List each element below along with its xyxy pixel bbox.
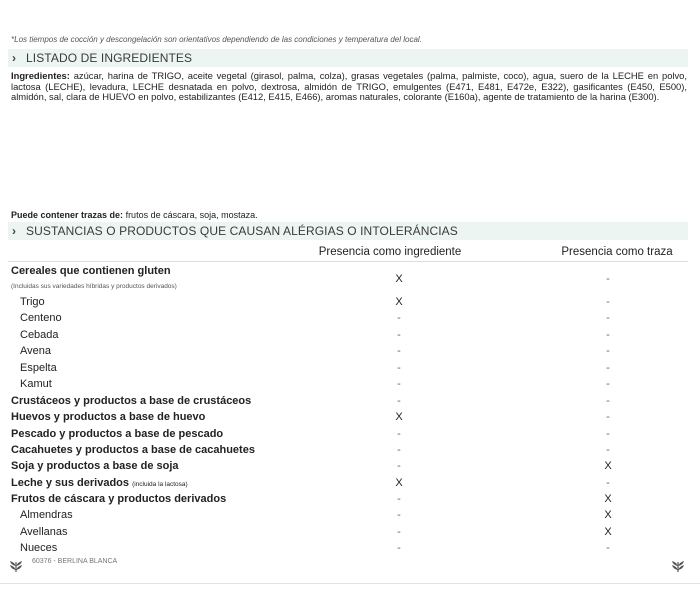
allergen-name: Avellanas bbox=[20, 526, 68, 538]
trace-presence: - bbox=[606, 428, 610, 440]
ingredient-presence: - bbox=[397, 509, 401, 521]
trace-presence: - bbox=[606, 542, 610, 554]
allergen-name: Nueces bbox=[20, 542, 58, 554]
ingredients-list: azúcar, harina de TRIGO, aceite vegetal (girasol, palma, colza), grasas vegetales (palma, palmiste, coco), agua, suero de la LECHE en polvo, lactosa (LECHE), levadura, LECHE desnatada en polvo, dextrosa, almidón de TRIGO, emulgentes (E471, E481, E472e, E322), gasificantes (E450, E500), almidón, sal, clara de HUEVO en polvo, estabilizantes (E412, E415, E466), aromas naturales, colorante (E160a), agente de tratamiento de la harina (E300). bbox=[11, 70, 687, 103]
column-header-trace: Presencia como traza bbox=[561, 246, 673, 258]
table-row bbox=[0, 295, 700, 311]
ingredients-section-title: LISTADO DE INGREDIENTES bbox=[26, 51, 193, 65]
allergen-label bbox=[20, 312, 62, 324]
trace-presence: X bbox=[604, 509, 612, 521]
ingredient-presence: X bbox=[395, 273, 403, 285]
allergen-name: Cebada bbox=[20, 329, 59, 341]
ingredient-presence: - bbox=[397, 542, 401, 554]
table-row bbox=[0, 443, 700, 459]
allergen-label bbox=[11, 460, 179, 472]
ingredients-section-header bbox=[8, 49, 688, 67]
table-row bbox=[0, 476, 700, 492]
allergen-name: Cereales que contienen gluten bbox=[11, 265, 171, 277]
table-row bbox=[0, 328, 700, 344]
allergen-table-header bbox=[0, 244, 700, 262]
ingredients-label: Ingredientes: bbox=[11, 70, 70, 81]
table-row bbox=[0, 525, 700, 541]
ingredient-presence: X bbox=[395, 411, 403, 423]
table-row bbox=[0, 361, 700, 377]
allergen-name: Kamut bbox=[20, 378, 52, 390]
allergens-section-header bbox=[8, 222, 688, 240]
allergen-label bbox=[11, 411, 205, 423]
trace-presence: - bbox=[606, 329, 610, 341]
allergen-name: Soja y productos a base de soja bbox=[11, 460, 179, 472]
allergen-name: Espelta bbox=[20, 362, 57, 374]
ingredient-presence: - bbox=[397, 493, 401, 505]
allergen-label bbox=[20, 378, 52, 390]
table-row bbox=[0, 344, 700, 360]
chevron-right-icon: › bbox=[12, 224, 17, 238]
allergen-label bbox=[20, 509, 73, 521]
trace-presence: - bbox=[606, 477, 610, 489]
trace-presence: - bbox=[606, 312, 610, 324]
table-row bbox=[0, 427, 700, 443]
allergen-label bbox=[20, 296, 45, 308]
footer bbox=[8, 555, 692, 577]
header-divider bbox=[8, 261, 688, 262]
trace-presence: - bbox=[606, 296, 610, 308]
table-row bbox=[0, 410, 700, 426]
trace-presence: X bbox=[604, 493, 612, 505]
trace-presence: - bbox=[606, 395, 610, 407]
product-code: 60376 - BERLINA BLANCA bbox=[32, 558, 118, 565]
allergen-label bbox=[11, 477, 188, 489]
traces-text bbox=[11, 210, 258, 220]
allergen-name: Trigo bbox=[20, 296, 45, 308]
allergen-name: Avena bbox=[20, 345, 51, 357]
table-row bbox=[0, 459, 700, 475]
allergen-name: Crustáceos y productos a base de crustáceos bbox=[11, 395, 252, 407]
allergen-label bbox=[11, 395, 251, 407]
wheat-icon bbox=[8, 557, 24, 573]
allergen-label bbox=[20, 542, 57, 554]
ingredient-presence: - bbox=[397, 526, 401, 538]
ingredient-presence: - bbox=[397, 312, 401, 324]
wheat-icon bbox=[670, 557, 686, 573]
allergen-label bbox=[20, 526, 68, 538]
table-row bbox=[0, 311, 700, 327]
table-row bbox=[0, 508, 700, 524]
bottom-divider bbox=[0, 583, 700, 584]
allergens-section-title: SUSTANCIAS O PRODUCTOS QUE CAUSAN ALÉRGIAS O INTOLERÁNCIAS bbox=[26, 224, 458, 238]
ingredient-presence: - bbox=[397, 362, 401, 374]
table-row bbox=[0, 492, 700, 508]
allergen-label bbox=[20, 362, 57, 374]
allergen-name: Cacahuetes y productos a base de cacahuetes bbox=[11, 444, 255, 456]
allergen-name: Centeno bbox=[20, 312, 62, 324]
allergen-label bbox=[20, 329, 59, 341]
trace-presence: X bbox=[604, 526, 612, 538]
table-row bbox=[0, 394, 700, 410]
allergen-name: Pescado y productos a base de pescado bbox=[11, 428, 224, 440]
trace-presence: - bbox=[606, 444, 610, 456]
allergen-label bbox=[11, 444, 255, 456]
trace-presence: - bbox=[606, 378, 610, 390]
trace-presence: X bbox=[604, 460, 612, 472]
allergen-note: (incluida la lactosa) bbox=[132, 481, 188, 488]
trace-presence: - bbox=[606, 345, 610, 357]
gluten-note: (Incluidas sus variedades híbridas y productos derivados) bbox=[11, 283, 177, 290]
ingredient-presence: - bbox=[397, 329, 401, 341]
allergen-label bbox=[11, 493, 226, 505]
trace-presence: - bbox=[606, 273, 610, 285]
allergen-label bbox=[11, 265, 171, 277]
allergen-name: Almendras bbox=[20, 509, 73, 521]
allergen-label bbox=[11, 428, 223, 440]
ingredient-presence: - bbox=[397, 444, 401, 456]
ingredient-presence: - bbox=[397, 378, 401, 390]
trace-presence: - bbox=[606, 362, 610, 374]
allergen-name: Frutos de cáscara y productos derivados bbox=[11, 493, 227, 505]
ingredient-presence: - bbox=[397, 395, 401, 407]
disclaimer-note: *Los tiempos de cocción y descongelación son orientativos dependiendo de las condiciones y temperatura del local. bbox=[11, 35, 422, 44]
ingredient-presence: X bbox=[395, 296, 403, 308]
column-header-ingredient: Presencia como ingrediente bbox=[318, 246, 462, 258]
ingredient-presence: - bbox=[397, 428, 401, 440]
allergen-name: Leche y sus derivados bbox=[11, 477, 129, 489]
ingredient-presence: X bbox=[395, 477, 403, 489]
ingredient-presence: - bbox=[397, 460, 401, 472]
traces-list: frutos de cáscara, soja, mostaza. bbox=[125, 210, 258, 220]
ingredients-text bbox=[11, 71, 687, 103]
traces-label: Puede contener trazas de: bbox=[11, 210, 124, 220]
allergen-label bbox=[20, 345, 51, 357]
table-row bbox=[0, 264, 700, 285]
table-row bbox=[0, 377, 700, 393]
chevron-right-icon: › bbox=[12, 51, 17, 65]
trace-presence: - bbox=[606, 411, 610, 423]
ingredient-presence: - bbox=[397, 345, 401, 357]
allergen-name: Huevos y productos a base de huevo bbox=[11, 411, 206, 423]
